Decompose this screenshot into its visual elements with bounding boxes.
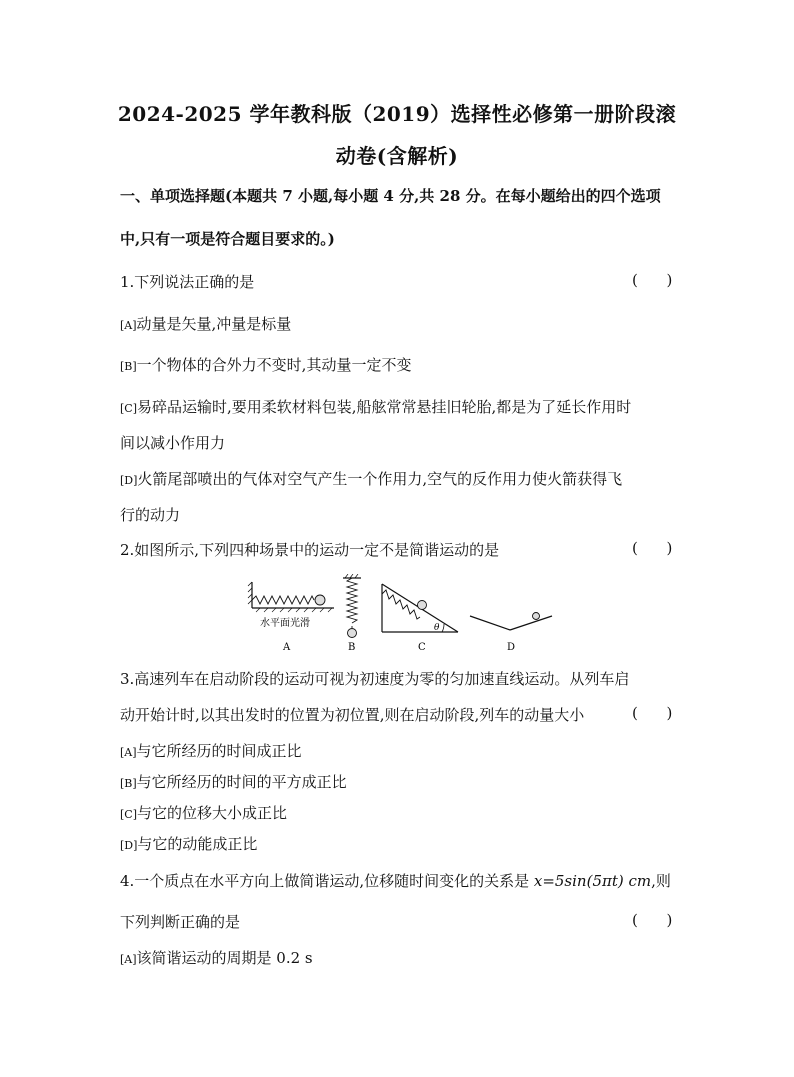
option-label: [B] bbox=[120, 360, 137, 373]
option-label: [D] bbox=[120, 474, 138, 487]
option-text: 火箭尾部喷出的气体对空气产生一个作用力,空气的反作用力使火箭获得飞 bbox=[137, 470, 623, 488]
question-1-option-c-cont: 间以减小作用力 bbox=[120, 434, 226, 452]
scenario-a-note: 水平面光滑 bbox=[260, 618, 310, 629]
question-4-stem-line-1 bbox=[120, 870, 680, 891]
question-1-option-c bbox=[120, 396, 680, 417]
option-text: 动量是矢量,冲量是标量 bbox=[136, 315, 292, 333]
question-2-stem: 2.如图所示,下列四种场景中的运动一定不是简谐运动的是 bbox=[120, 541, 500, 559]
scenario-a-label: A bbox=[283, 642, 291, 653]
option-label: [A] bbox=[120, 953, 137, 966]
answer-paren-3: ( ) bbox=[632, 704, 673, 722]
question-3-option-b bbox=[120, 771, 680, 792]
question-4-stem-text: 4.一个质点在水平方向上做简谐运动,位移随时间变化的关系是 bbox=[120, 872, 534, 890]
option-text: 该简谐运动的周期是 0.2 s bbox=[136, 949, 313, 967]
question-4-option-a bbox=[120, 947, 680, 968]
answer-paren-4: ( ) bbox=[632, 911, 673, 929]
question-3-option-c bbox=[120, 802, 680, 823]
scenario-b-label: B bbox=[348, 642, 356, 653]
option-text: 一个物体的合外力不变时,其动量一定不变 bbox=[136, 356, 412, 374]
option-text: 与它所经历的时间成正比 bbox=[136, 742, 302, 760]
option-label: [A] bbox=[120, 746, 137, 759]
scenario-d bbox=[470, 613, 552, 654]
option-text: 与它的位移大小成正比 bbox=[137, 804, 288, 822]
option-label: [C] bbox=[120, 402, 137, 415]
option-text: 与它所经历的时间的平方成正比 bbox=[136, 773, 347, 791]
question-1-option-d bbox=[120, 468, 680, 489]
answer-paren-1: ( ) bbox=[632, 271, 673, 289]
question-1-option-b bbox=[120, 354, 680, 375]
question-1-option-a bbox=[120, 313, 680, 334]
option-text: 与它的动能成正比 bbox=[137, 835, 258, 853]
scenario-c bbox=[382, 584, 458, 653]
question-4-stem-suffix: ,则 bbox=[651, 872, 671, 890]
question-3-option-a bbox=[120, 740, 680, 761]
option-label: [D] bbox=[120, 839, 138, 852]
option-label: [B] bbox=[120, 777, 137, 790]
motion-scenarios-figure bbox=[240, 574, 560, 656]
scenario-c-label: C bbox=[418, 642, 426, 653]
scenario-a bbox=[248, 582, 334, 653]
option-label: [A] bbox=[120, 319, 137, 332]
title-line-1: 2024-2025 学年教科版（2019）选择性必修第一册阶段滚 bbox=[117, 102, 677, 126]
question-3-stem-line-1: 3.高速列车在启动阶段的运动可视为初速度为零的匀加速直线运动。从列车启 bbox=[120, 670, 630, 688]
displacement-equation: x=5sin(5πt) cm bbox=[533, 872, 652, 890]
scenario-b bbox=[343, 574, 361, 653]
question-3-stem-line-2: 动开始计时,以其出发时的位置为初位置,则在启动阶段,列车的动量大小 bbox=[120, 706, 585, 724]
answer-paren-2: ( ) bbox=[632, 539, 673, 557]
option-label: [C] bbox=[120, 808, 137, 821]
section-heading-line-2: 中,只有一项是符合题目要求的。) bbox=[120, 230, 335, 248]
angle-label: θ bbox=[434, 623, 440, 633]
section-heading-line-1: 一、单项选择题(本题共 7 小题,每小题 4 分,共 28 分。在每小题给出的四个选项 bbox=[120, 187, 661, 205]
title-line-2: 动卷(含解析) bbox=[335, 144, 459, 168]
question-1-stem: 1.下列说法正确的是 bbox=[120, 273, 255, 291]
question-4-stem-line-2: 下列判断正确的是 bbox=[120, 913, 241, 931]
scenario-d-label: D bbox=[507, 642, 516, 653]
question-1-option-d-cont: 行的动力 bbox=[120, 506, 181, 524]
option-text: 易碎品运输时,要用柔软材料包装,船舷常常悬挂旧轮胎,都是为了延长作用时 bbox=[137, 398, 632, 416]
question-3-option-d bbox=[120, 833, 680, 854]
